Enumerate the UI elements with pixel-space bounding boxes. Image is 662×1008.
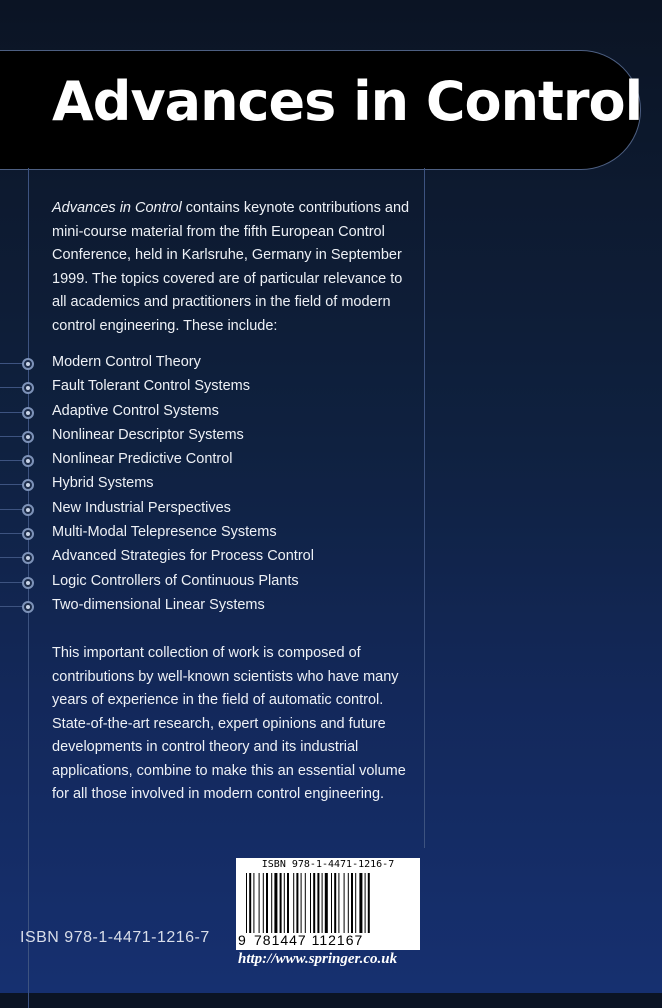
topic-label: Nonlinear Predictive Control — [52, 451, 233, 468]
barcode-number: 781447 112167 — [254, 932, 364, 948]
bullet-connector-line — [0, 363, 22, 364]
bullet-circle-icon — [22, 455, 34, 467]
bullet-connector-line — [0, 533, 22, 534]
topic-label: Nonlinear Descriptor Systems — [52, 426, 244, 443]
bullet-circle-icon — [22, 504, 34, 516]
right-guide-line — [424, 168, 425, 848]
topic-item — [0, 425, 420, 449]
bullet-connector-line — [0, 509, 22, 510]
publisher-url: http://www.springer.co.uk — [238, 951, 398, 967]
barcode-bars — [246, 873, 410, 933]
topic-label: Two-dimensional Linear Systems — [52, 596, 265, 613]
intro-paragraph — [52, 197, 412, 338]
topic-label: Fault Tolerant Control Systems — [52, 378, 250, 395]
bullet-connector-line — [0, 484, 22, 485]
bullet-circle-icon — [22, 407, 34, 419]
topic-label: Multi-Modal Telepresence Systems — [52, 524, 277, 541]
topic-label: Logic Controllers of Continuous Plants — [52, 572, 299, 589]
topic-label: Adaptive Control Systems — [52, 402, 219, 419]
topic-label: New Industrial Perspectives — [52, 499, 231, 516]
topic-label: Advanced Strategies for Process Control — [52, 548, 314, 565]
topic-item — [0, 571, 420, 595]
bullet-connector-line — [0, 582, 22, 583]
topic-item — [0, 473, 420, 497]
bullet-circle-icon — [22, 479, 34, 491]
barcode-isbn-label: ISBN 978-1-4471-1216-7 — [261, 859, 395, 870]
topic-item — [0, 352, 420, 376]
topic-list — [0, 352, 420, 619]
bullet-connector-line — [0, 387, 22, 388]
isbn-text: ISBN 978-1-4471-1216-7 — [20, 929, 210, 946]
isbn-barcode — [236, 858, 420, 950]
bullet-connector-line — [0, 557, 22, 558]
summary-paragraph: This important collection of work is composed of contributions by well-known scientists who have many years of experience in the field of automatic control. State-of-the-art research, expert opinions and future developments in control theory and its industrial applications, combine to make this an essential volume for all those involved in modern control engineering. — [52, 645, 406, 802]
book-title: Advances in Control — [52, 70, 643, 133]
bullet-connector-line — [0, 460, 22, 461]
bullet-circle-icon — [22, 577, 34, 589]
bullet-circle-icon — [22, 552, 34, 564]
topic-item — [0, 546, 420, 570]
bullet-connector-line — [0, 412, 22, 413]
bullet-circle-icon — [22, 528, 34, 540]
topic-item — [0, 595, 420, 619]
topic-item — [0, 401, 420, 425]
bullet-circle-icon — [22, 431, 34, 443]
bullet-connector-line — [0, 436, 22, 437]
bullet-connector-line — [0, 606, 22, 607]
topic-item — [0, 376, 420, 400]
intro-text: contains keynote contributions and mini-course material from the fifth European Control Conference, held in Karlsruhe, Germany in September 1999. The topics covered are of particular relevance to all academics and practitioners in the field of modern control engineering. These include: — [52, 200, 410, 334]
intro-italic-title: Advances in Control — [52, 200, 182, 216]
bullet-circle-icon — [22, 358, 34, 370]
topic-item — [0, 449, 420, 473]
topic-label: Hybrid Systems — [52, 475, 154, 492]
topic-item — [0, 498, 420, 522]
barcode-first-digit: 9 — [238, 932, 246, 948]
topic-label: Modern Control Theory — [52, 354, 201, 370]
bullet-circle-icon — [22, 382, 34, 394]
topic-item — [0, 522, 420, 546]
bullet-circle-icon — [22, 601, 34, 613]
